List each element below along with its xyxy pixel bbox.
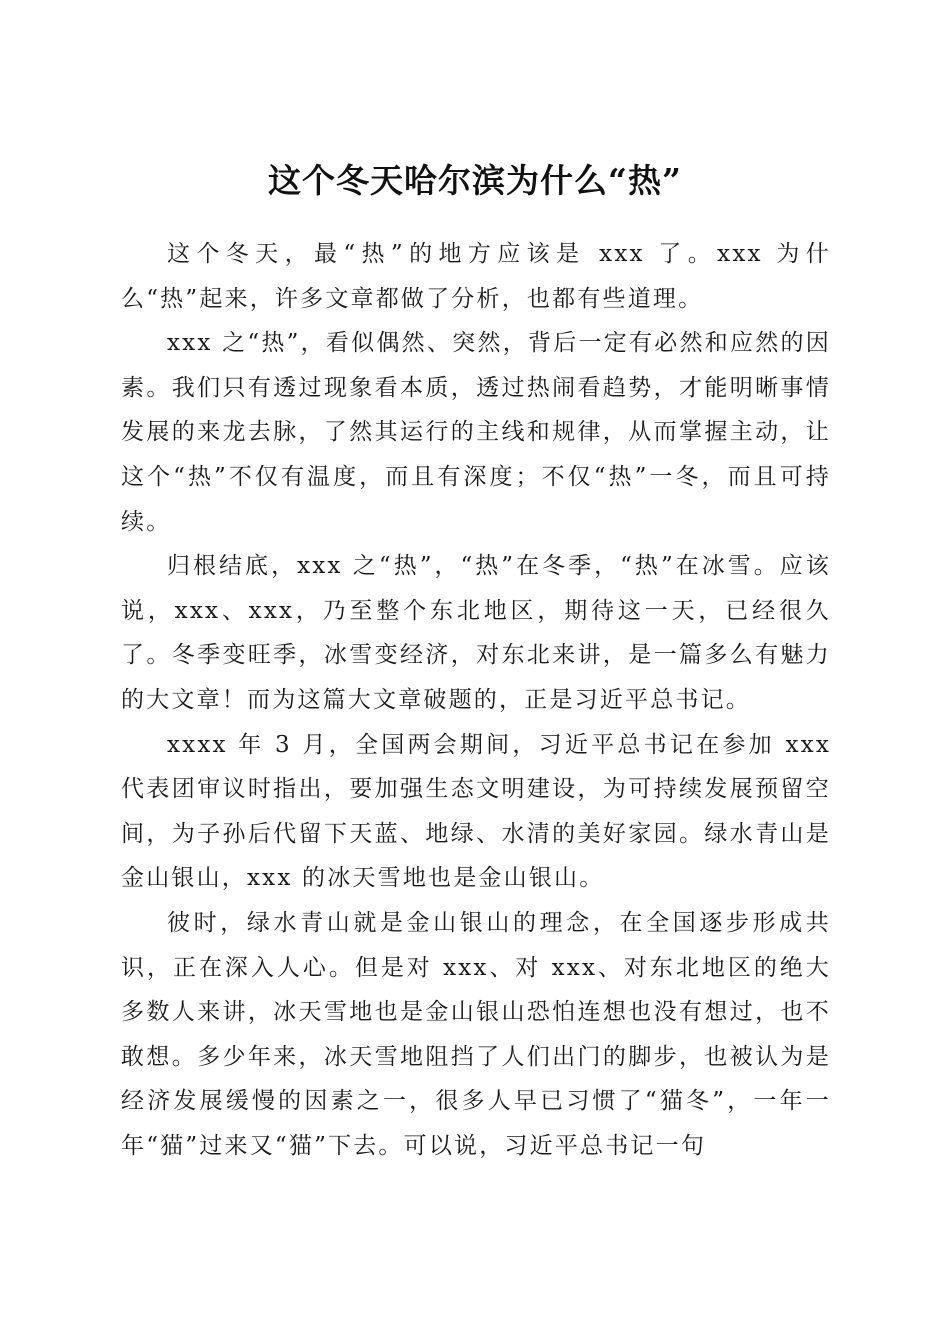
document-title: 这个冬天哈尔滨为什么“热” xyxy=(268,161,682,201)
paragraph: 归根结底，xxx 之“热”，“热”在冬季，“热”在冰雪。应该说，xxx、xxx，乃至整个东北地区，期待这一天，已经很久了。冬季变旺季，冰雪变经济，对东北来讲，是一篇多么有魅力的大文章！而为这篇大文章破题的，正是习近平总书记。 xyxy=(121,553,831,713)
paragraph: 这个冬天，最“热”的地方应该是 xxx 了。xxx 为什么“热”起来，许多文章都做了分析，也都有些道理。 xyxy=(121,241,831,312)
document-body xyxy=(121,232,831,1168)
paragraph: xxx 之“热”，看似偶然、突然，背后一定有必然和应然的因素。我们只有透过现象看本质，透过热闹看趋势，才能明晰事情发展的来龙去脉，了然其运行的主线和规律，从而掌握主动，让这个“热”不仅有温度，而且有深度；不仅“热”一冬，而且可持续。 xyxy=(121,330,831,535)
paragraph: 彼时，绿水青山就是金山银山的理念，在全国逐步形成共识，正在深入人心。但是对 xxx、对 xxx、对东北地区的绝大多数人来讲，冰天雪地也是金山银山恐怕连想也没有想过，也不敢想。多少年来，冰天雪地阻挡了人们出门的脚步，也被认为是经济发展缓慢的因素之一，很多人早已习惯了“猫冬”，一年一年“猫”过来又“猫”下去。可以说，习近平总书记一句 xyxy=(121,909,831,1159)
paragraph: xxxx 年 3 月，全国两会期间，习近平总书记在参加 xxx 代表团审议时指出，要加强生态文明建设，为可持续发展预留空间，为子孙后代留下天蓝、地绿、水清的美好家园。绿水青山是金山银山，xxx 的冰天雪地也是金山银山。 xyxy=(121,731,831,892)
